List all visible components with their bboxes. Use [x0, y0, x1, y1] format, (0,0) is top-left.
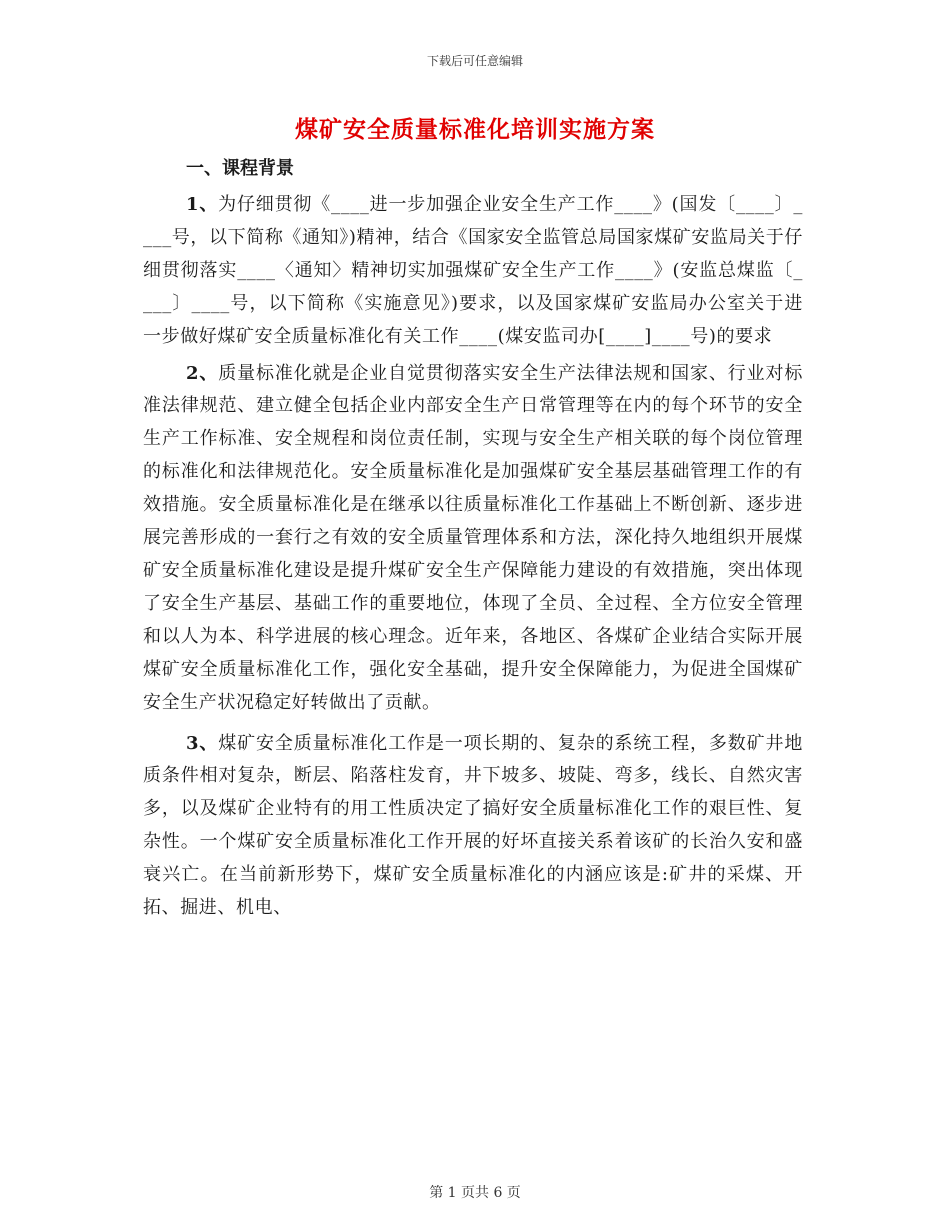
- paragraph-3: [143, 728, 803, 925]
- paragraph-number: 3、: [186, 732, 219, 754]
- paragraph-text: 为仔细贯彻《____进一步加强企业安全生产工作____》(国发〔____〕____号，以下简称《通知》)精神，结合《国家安全监管总局国家煤矿安监局关于仔细贯彻落实____〈通知〉精神切实加强煤矿安全生产工作____》(安监总煤监〔____〕____号，以下简称《实施意见》)要求，以及国家煤矿安监局办公室关于进一步做好煤矿安全质量标准化有关工作____(煤安监司办[____]____号)的要求: [143, 194, 803, 347]
- page-header-note: 下载后可任意编辑: [426, 54, 523, 68]
- paragraph-2: [143, 358, 803, 720]
- document-title: 煤矿安全质量标准化培训实施方案: [295, 116, 655, 143]
- section-heading: 一、课程背景: [186, 158, 294, 179]
- document-body: [143, 153, 803, 925]
- page-footer: 第 1 页共 6 页: [429, 1185, 521, 1201]
- paragraph-text: 煤矿安全质量标准化工作是一项长期的、复杂的系统工程，多数矿井地质条件相对复杂，断层、陷落柱发育，井下坡多、坡陡、弯多，线长、自然灾害多，以及煤矿企业特有的用工性质决定了搞好安全质量标准化工作的艰巨性、复杂性。一个煤矿安全质量标准化工作开展的好坏直接关系着该矿的长治久安和盛衰兴亡。在当前新形势下，煤矿安全质量标准化的内涵应该是:矿井的采煤、开拓、掘进、机电、: [143, 732, 803, 919]
- paragraph-number: 2、: [186, 362, 219, 384]
- paragraph-1: [143, 189, 803, 354]
- paragraph-number: 1、: [186, 194, 219, 215]
- paragraph-text: 质量标准化就是企业自觉贯彻落实安全生产法律法规和国家、行业对标准法律规范、建立健全包括企业内部安全生产日常管理等在内的每个环节的安全生产工作标准、安全规程和岗位责任制，实现与安全生产相关联的每个岗位管理的标准化和法律规范化。安全质量标准化是加强煤矿安全基层基础管理工作的有效措施。安全质量标准化是在继承以往质量标准化工作基础上不断创新、逐步进展完善形成的一套行之有效的安全质量管理体系和方法，深化持久地组织开展煤矿安全质量标准化建设是提升煤矿安全生产保障能力建设的有效措施，突出体现了安全生产基层、基础工作的重要地位，体现了全员、全过程、全方位安全管理和以人为本、科学进展的核心理念。近年来，各地区、各煤矿企业结合实际开展煤矿安全质量标准化工作，强化安全基础，提升安全保障能力，为促进全国煤矿安全生产状况稳定好转做出了贡献。: [143, 362, 803, 713]
